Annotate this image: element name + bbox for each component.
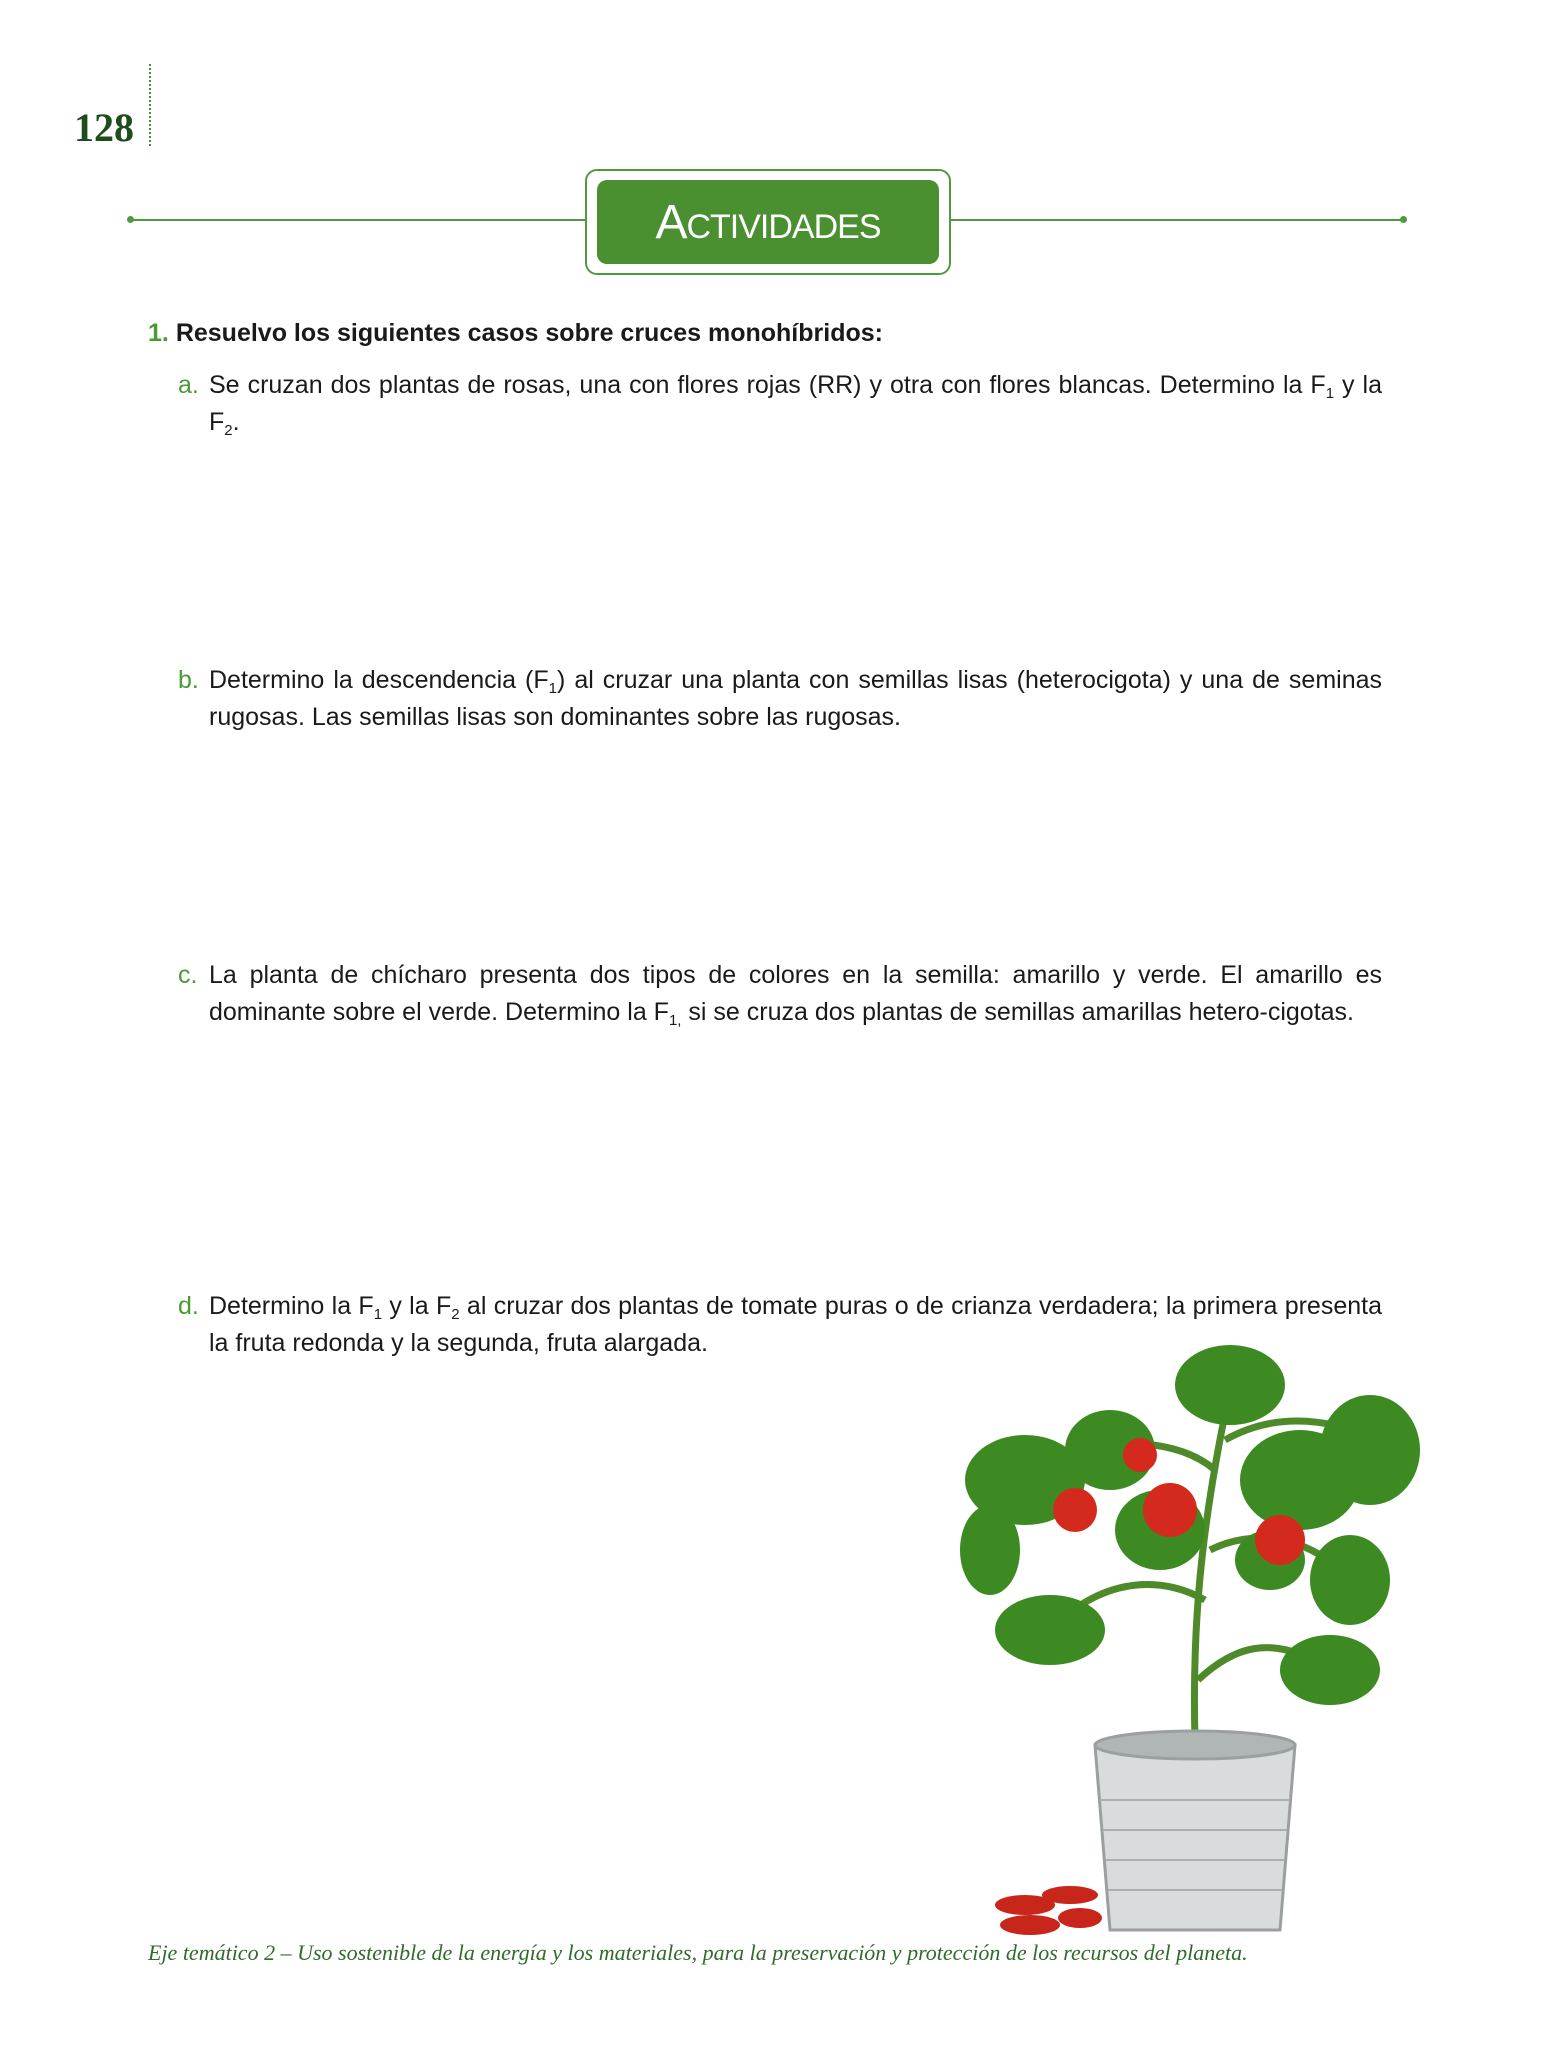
question-number: 1. (148, 319, 169, 347)
section-title: Actividades (597, 180, 939, 264)
question-1 (148, 315, 883, 352)
item-text: La planta de chícharo presenta dos tipos de colores en la semilla: amarillo y verde. El amarillo es dominante sobre el verde. Determino la $F_{1,}$ si se cruza dos plantas de semillas amarillas hetero-cigotas. (209, 961, 1382, 1029)
rule-dot-left (127, 216, 134, 223)
item-c (178, 957, 1382, 1031)
footer-theme-text: Eje temático 2 – Uso sostenible de la energía y los materiales, para la preservación y protección de los recursos del planeta. (148, 1940, 1248, 1965)
item-label: d. (178, 1292, 199, 1320)
item-text: Determino la $F_1$ y la $F_2$ al cruzar dos plantas de tomate puras o de crianza verdadera; la primera presenta la fruta redonda y la segunda, fruta alargada. (209, 1292, 1382, 1357)
item-b (178, 662, 1382, 736)
tomato-plant-image (930, 1330, 1420, 1940)
item-text: Se cruzan dos plantas de rosas, una con flores rojas (RR) y otra con flores blancas. Determino la $F_1$ y la $F_2$. (209, 371, 1382, 439)
rule-dot-right (1400, 216, 1407, 223)
page-number: 128 (74, 105, 134, 150)
item-label: a. (178, 371, 199, 399)
question-text: Resuelvo los siguientes casos sobre cruces monohíbridos: (175, 319, 883, 347)
item-label: c. (178, 961, 198, 989)
section-title-box (585, 169, 951, 275)
item-a (178, 367, 1382, 441)
dotted-divider (149, 64, 151, 146)
item-text: Determino la descendencia $(F_1)$ al cruzar una planta con semillas lisas (heterocigota) y una de seminas rugosas. Las semillas lisas son dominantes sobre las rugosas. (209, 666, 1383, 731)
item-label: b. (178, 666, 199, 694)
